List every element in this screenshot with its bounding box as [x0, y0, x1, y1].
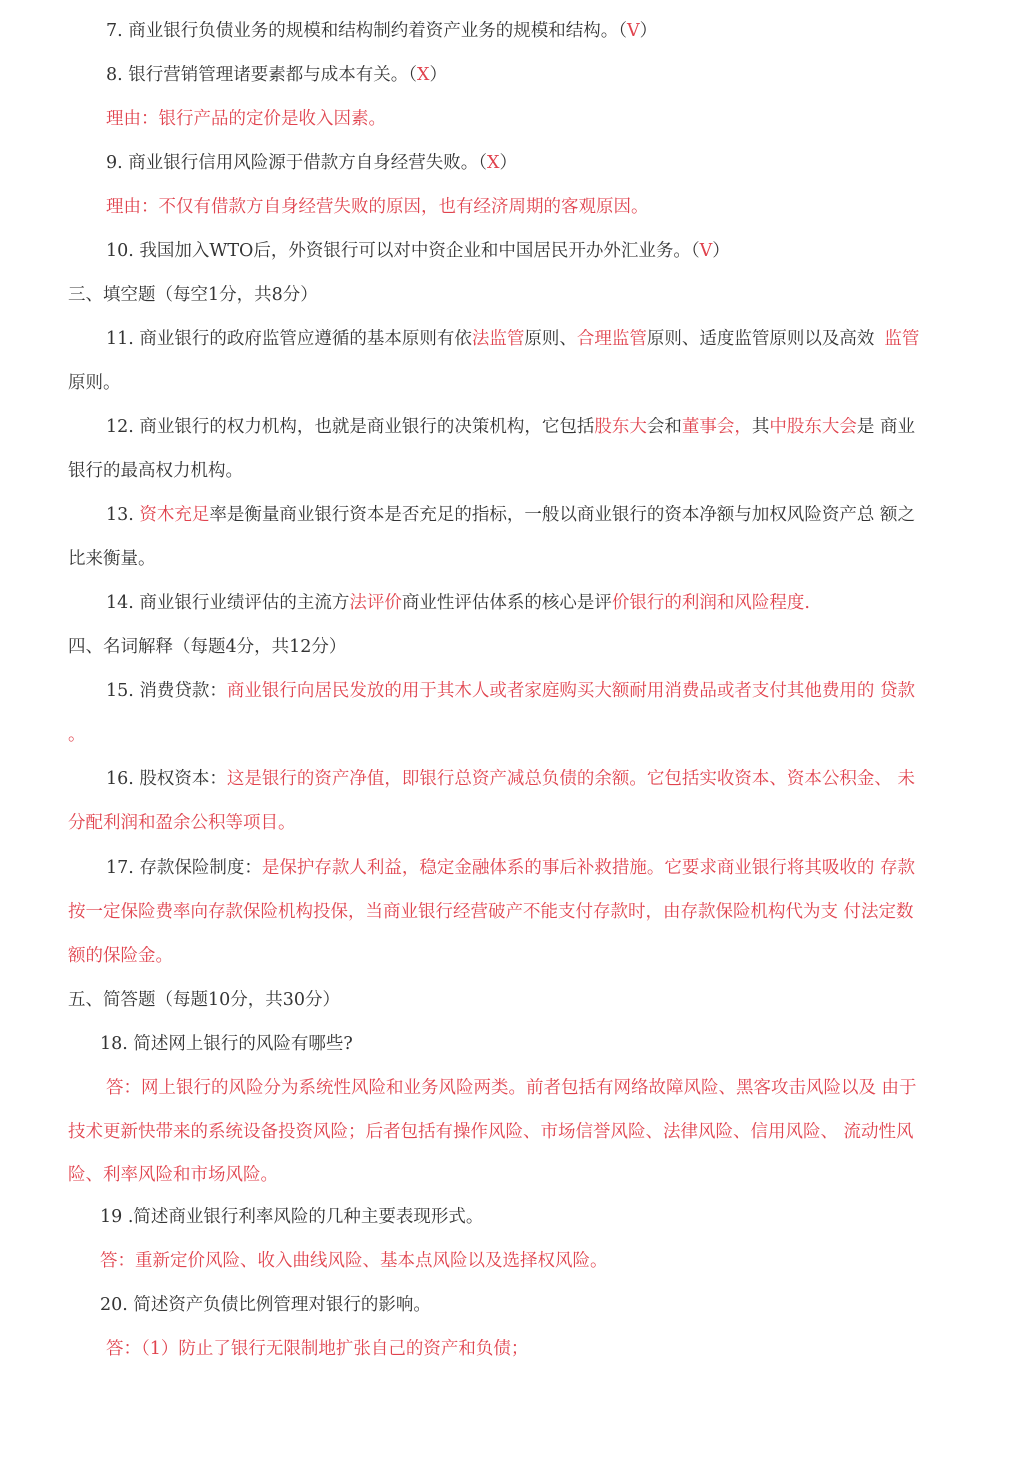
question-20: 20. 简述资产负债比例管理对银行的影响。: [100, 1295, 431, 1315]
reason-9: 理由：不仅有借款方自身经营失败的原因，也有经济周期的客观原因。: [106, 197, 649, 217]
question-16: [106, 768, 915, 790]
q12-part: 会和: [646, 417, 682, 437]
question-12: [106, 416, 915, 438]
question-10: [106, 240, 730, 262]
question-11-cont: 原则。: [68, 373, 121, 393]
reason-8: 理由：银行产品的定价是收入因素。: [106, 109, 386, 129]
q14-answer-1: 法评价: [349, 593, 402, 613]
question-8: [106, 64, 447, 86]
question-13: [106, 504, 915, 526]
question-18: 18. 简述网上银行的风险有哪些?: [100, 1034, 353, 1054]
question-close: ）: [639, 21, 658, 41]
answer-mark: X: [417, 65, 430, 85]
section-heading-short-answer: 五、简答题（每题10分，共30分）: [68, 990, 341, 1010]
answer-19: 答：重新定价风险、收入曲线风险、基本点风险以及选择权风险。: [100, 1251, 608, 1271]
q12-part: 其: [751, 417, 770, 437]
q11-part: 原则、: [524, 329, 577, 349]
question-text: 7. 商业银行负债业务的规模和结构制约着资产业务的规模和结构。（: [106, 21, 628, 41]
q12-part: 12. 商业银行的权力机构，也就是商业银行的决策机构，它包括: [106, 417, 595, 437]
section-heading-fill-in: 三、填空题（每空1分，共8分）: [68, 285, 318, 305]
q11-part: 原则、适度监管原则以及高效: [646, 329, 875, 349]
question-text: 9. 商业银行信用风险源于借款方自身经营失败。（: [106, 153, 488, 173]
question-17-cont-1: 按一定保险费率向存款保险机构投保，当商业银行经营破产不能支付存款时，由存款保险机构代为支 付法定数: [68, 902, 914, 922]
q11-answer-3: 监管: [884, 329, 920, 349]
q11-answer-2: 合理监管: [576, 329, 647, 349]
q12-answer-3: 中股东大会: [769, 417, 857, 437]
term-definition: 这是银行的资产净值，即银行总资产减总负债的余额。它包括实收资本、资本公积金、 未: [226, 769, 915, 789]
term-definition: 商业银行向居民发放的用于其木人或者家庭购买大额耐用消费品或者支付其他费用的 贷款: [226, 681, 915, 701]
question-close: ）: [429, 65, 447, 85]
term-label: 17. 存款保险制度：: [106, 858, 262, 878]
q14-part: 14. 商业银行业绩评估的主流方: [106, 593, 350, 613]
q13-answer: 资木充足: [139, 505, 210, 525]
question-12-cont: 银行的最高权力机构。: [68, 461, 243, 481]
answer-mark: V: [627, 21, 640, 41]
question-close: ）: [712, 241, 730, 261]
question-9: [106, 152, 517, 174]
answer-18-line-3: 险、利率风险和市场风险。: [68, 1165, 278, 1185]
question-14: [106, 592, 810, 614]
question-17: [106, 857, 915, 879]
term-label: 15. 消费贷款：: [106, 681, 227, 701]
q13-part: 率是衡量商业银行资本是否充足的指标，一般以商业银行的资本净额与加权风险资产总 额之: [209, 505, 915, 525]
q12-part: 是 商业: [856, 417, 915, 437]
q14-answer-2: 价银行的利润和风险程度.: [611, 593, 810, 613]
q13-part: 13.: [106, 505, 140, 525]
question-15-cont: 。: [68, 725, 86, 745]
section-heading-definitions: 四、名词解释（每题4分，共12分）: [68, 637, 347, 657]
answer-20: 答：（1）防止了银行无限制地扩张自己的资产和负债；: [106, 1339, 529, 1359]
answer-mark: V: [699, 241, 713, 261]
question-19: 19 .简述商业银行利率风险的几种主要表现形式。: [100, 1207, 484, 1227]
question-16-cont: 分配利润和盈余公积等项目。: [68, 813, 296, 833]
answer-18-line-1: 答：网上银行的风险分为系统性风险和业务风险两类。前者包括有网络故障风险、黑客攻击风险以及 由于: [106, 1078, 917, 1098]
q12-answer-1: 股东大: [594, 417, 647, 437]
question-text: 10. 我国加入WTO后，外资银行可以对中资企业和中国居民开办外汇业务。（: [106, 241, 700, 261]
answer-mark: X: [487, 153, 500, 173]
term-label: 16. 股权资本：: [106, 769, 227, 789]
question-13-cont: 比来衡量。: [68, 549, 156, 569]
question-7: [106, 20, 657, 42]
answer-18-line-2: 技术更新快带来的系统设备投资风险；后者包括有操作风险、市场信誉风险、法律风险、信用风险、 流动性风: [68, 1122, 914, 1142]
question-11: [106, 328, 919, 350]
question-17-cont-2: 额的保险金。: [68, 946, 173, 966]
q11-part: 11. 商业银行的政府监管应遵循的基本原则有依: [106, 329, 472, 349]
question-close: ）: [499, 153, 517, 173]
question-15: [106, 680, 915, 702]
q14-part: 商业性评估体系的核心是评: [401, 593, 612, 613]
term-definition: 是保护存款人利益，稳定金融体系的事后补救措施。它要求商业银行将其吸收的 存款: [261, 858, 915, 878]
q12-answer-2: 董事会，: [681, 417, 752, 437]
question-text: 8. 银行营销管理诸要素都与成本有关。（: [106, 65, 418, 85]
q11-answer-1: 法监管: [471, 329, 525, 349]
